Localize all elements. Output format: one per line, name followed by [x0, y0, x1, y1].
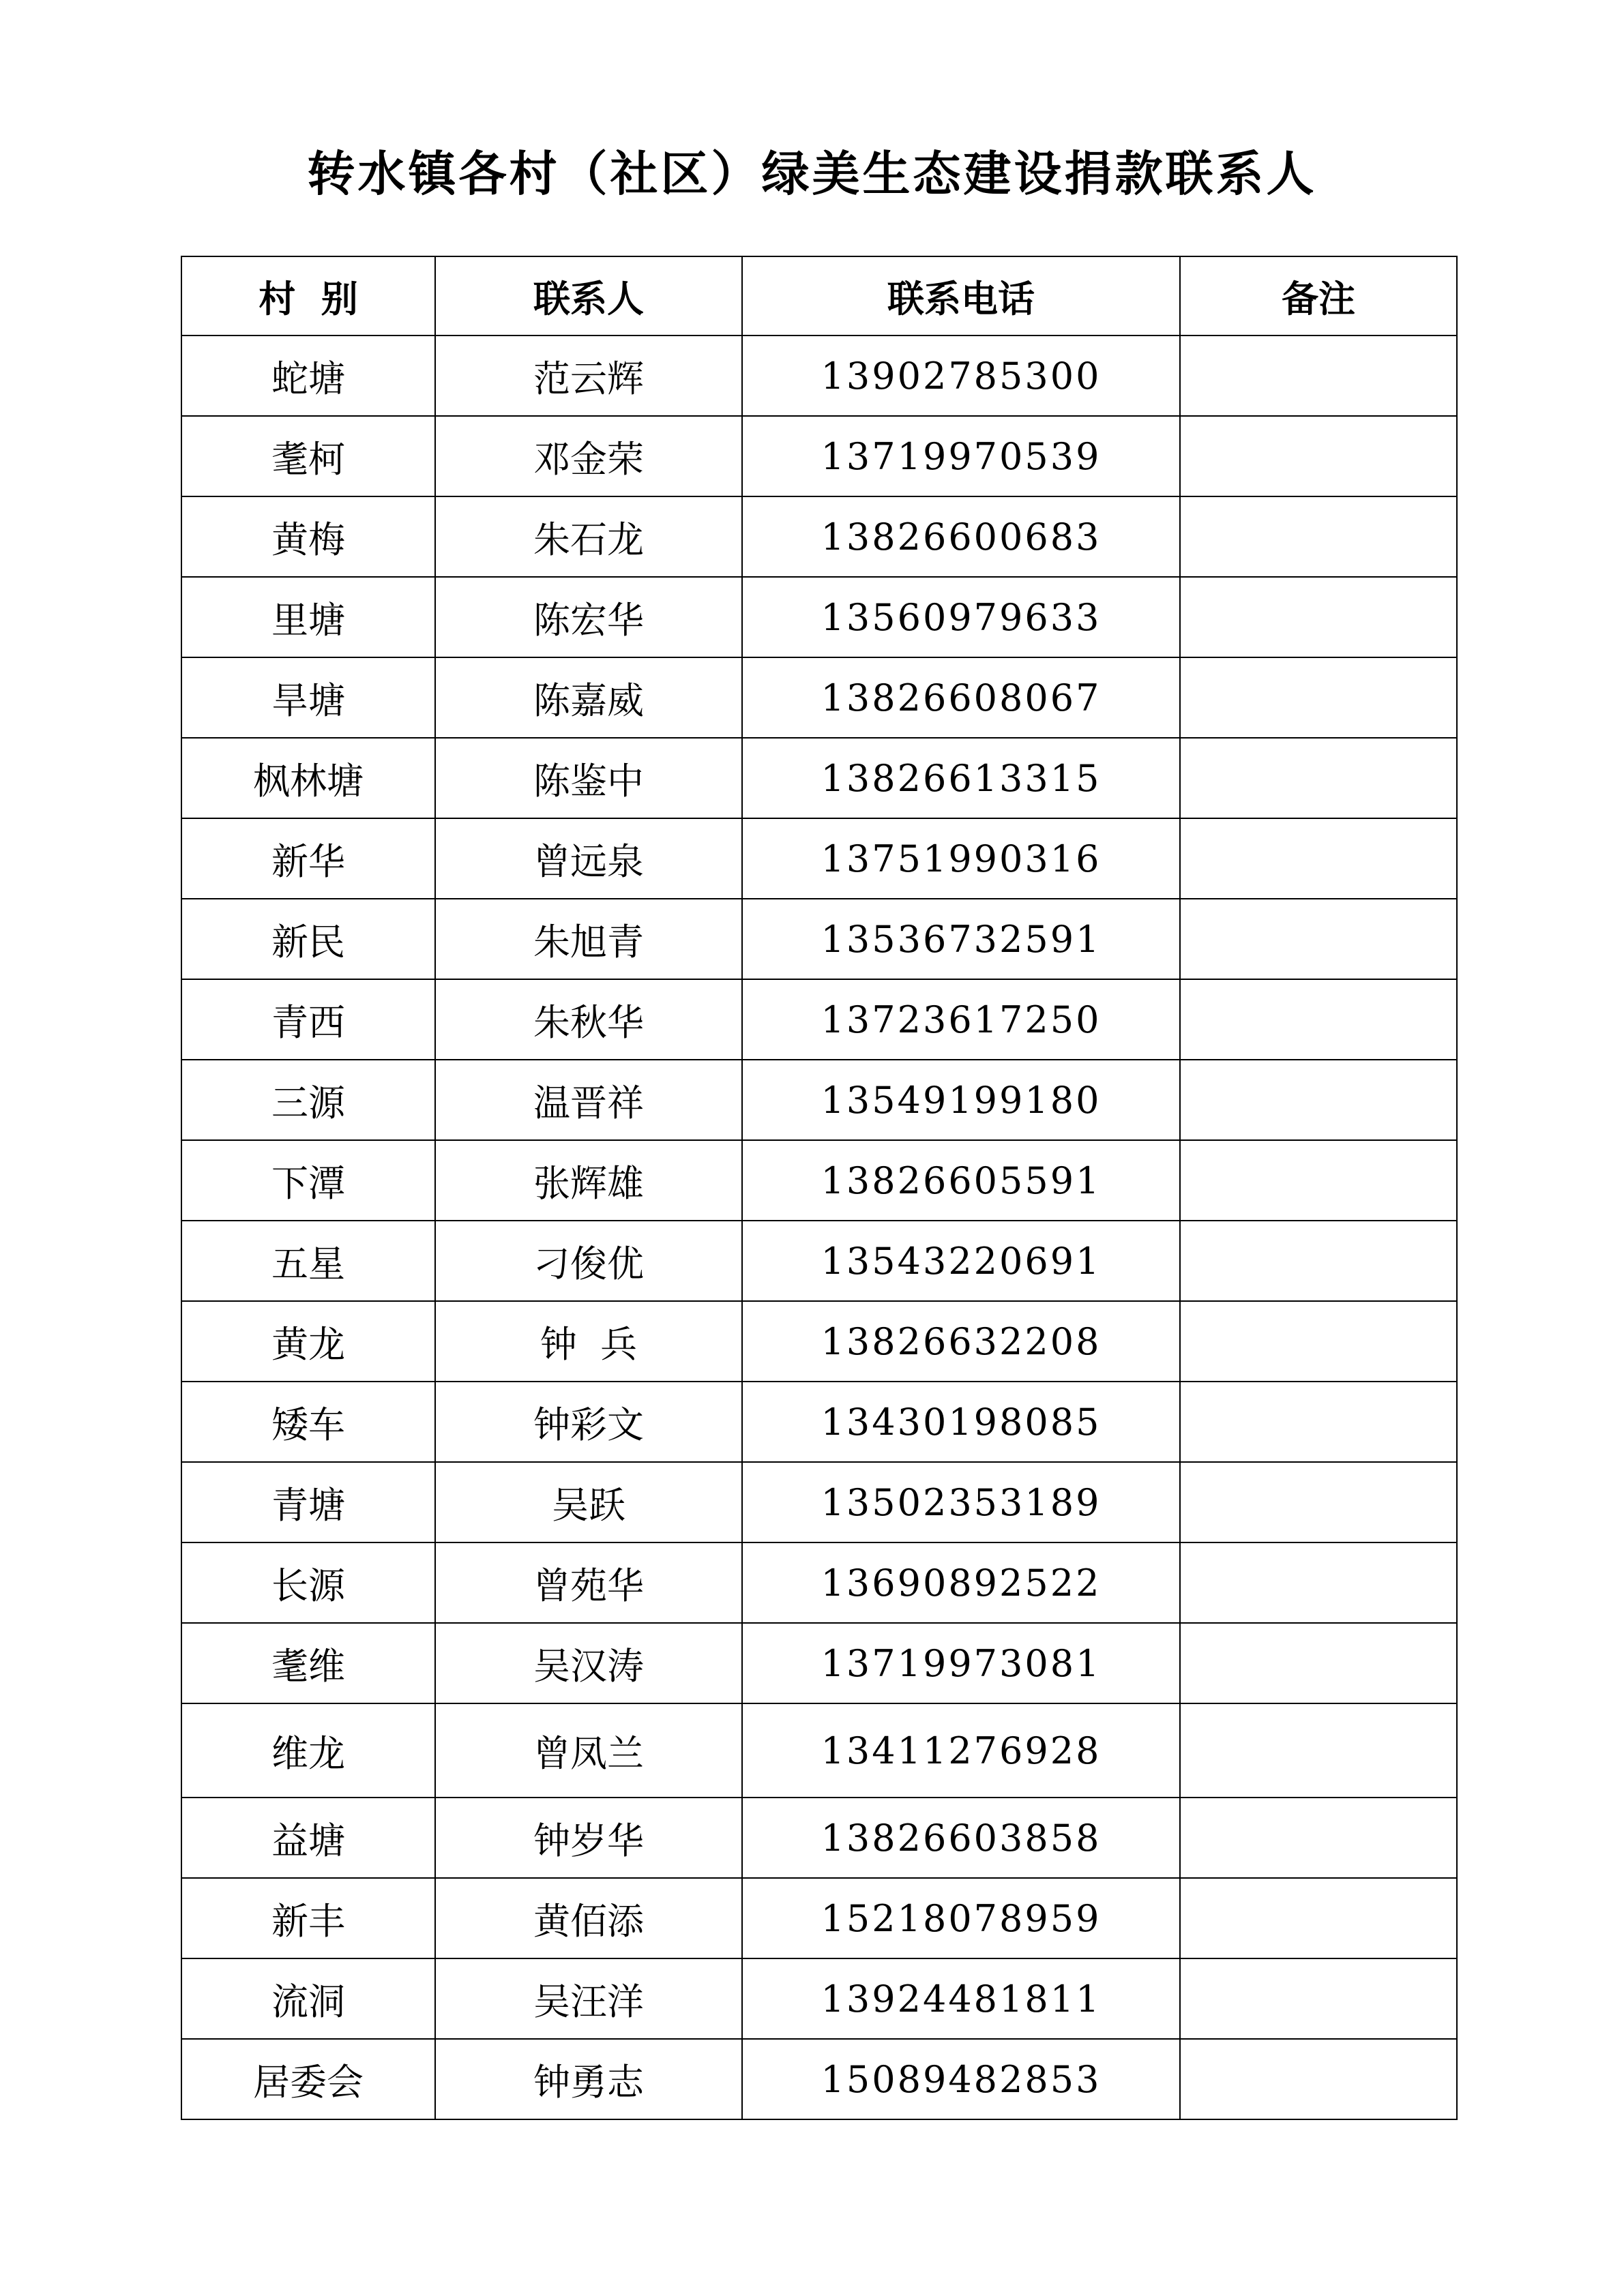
- remark-cell: [1180, 899, 1457, 979]
- contact-cell: 曾远泉: [435, 818, 742, 899]
- table-row: [181, 1623, 1457, 1703]
- village-cell: 枫林塘: [181, 738, 435, 818]
- contact-cell: 钟彩文: [435, 1382, 742, 1462]
- village-cell: 新丰: [181, 1878, 435, 1958]
- table-row: [181, 738, 1457, 818]
- remark-cell: [1180, 416, 1457, 496]
- remark-cell: [1180, 1798, 1457, 1878]
- table-row: [181, 1301, 1457, 1382]
- phone-cell: 13826613315: [742, 738, 1180, 818]
- contact-cell: 曾苑华: [435, 1542, 742, 1623]
- phone-cell: 13719970539: [742, 416, 1180, 496]
- contact-cell: 邓金荣: [435, 416, 742, 496]
- header-phone: 联系电话: [742, 256, 1180, 336]
- phone-cell: 15218078959: [742, 1878, 1180, 1958]
- phone-cell: 13826605591: [742, 1140, 1180, 1221]
- contact-cell: 黄佰添: [435, 1878, 742, 1958]
- contact-cell: 曾凤兰: [435, 1703, 742, 1798]
- table-row: [181, 1382, 1457, 1462]
- village-cell: 青西: [181, 979, 435, 1060]
- table-row: [181, 1221, 1457, 1301]
- contact-cell: 刁俊优: [435, 1221, 742, 1301]
- remark-cell: [1180, 577, 1457, 657]
- phone-cell: 13549199180: [742, 1060, 1180, 1140]
- village-cell: 矮车: [181, 1382, 435, 1462]
- contact-cell: 吴汪洋: [435, 1958, 742, 2039]
- contact-cell: 钟岁华: [435, 1798, 742, 1878]
- remark-cell: [1180, 818, 1457, 899]
- remark-cell: [1180, 657, 1457, 738]
- contact-cell: 温晋祥: [435, 1060, 742, 1140]
- table-row: [181, 818, 1457, 899]
- village-cell: 旱塘: [181, 657, 435, 738]
- table-body: [181, 336, 1457, 2119]
- remark-cell: [1180, 336, 1457, 416]
- village-cell: 黄龙: [181, 1301, 435, 1382]
- village-cell: 黄梅: [181, 496, 435, 577]
- phone-cell: 15089482853: [742, 2039, 1180, 2119]
- phone-cell: 13902785300: [742, 336, 1180, 416]
- contact-cell: 朱石龙: [435, 496, 742, 577]
- phone-cell: 13719973081: [742, 1623, 1180, 1703]
- remark-cell: [1180, 1060, 1457, 1140]
- table-row: [181, 1958, 1457, 2039]
- village-cell: 里塘: [181, 577, 435, 657]
- village-cell: 耄柯: [181, 416, 435, 496]
- contact-cell: 陈嘉威: [435, 657, 742, 738]
- village-cell: 三源: [181, 1060, 435, 1140]
- table-row: [181, 496, 1457, 577]
- village-cell: 青塘: [181, 1462, 435, 1542]
- village-cell: 维龙: [181, 1703, 435, 1798]
- village-cell: 五星: [181, 1221, 435, 1301]
- village-cell: 耄维: [181, 1623, 435, 1703]
- table-row: [181, 899, 1457, 979]
- phone-cell: 13536732591: [742, 899, 1180, 979]
- table-row: [181, 1703, 1457, 1798]
- contact-cell: 范云辉: [435, 336, 742, 416]
- table-row: [181, 1060, 1457, 1140]
- header-remark: 备注: [1180, 256, 1457, 336]
- village-cell: 蛇塘: [181, 336, 435, 416]
- remark-cell: [1180, 979, 1457, 1060]
- table-row: [181, 1542, 1457, 1623]
- table-header-row: [181, 256, 1457, 336]
- phone-cell: 13543220691: [742, 1221, 1180, 1301]
- remark-cell: [1180, 1542, 1457, 1623]
- table-row: [181, 577, 1457, 657]
- header-contact: 联系人: [435, 256, 742, 336]
- contact-cell: 张辉雄: [435, 1140, 742, 1221]
- village-cell: 居委会: [181, 2039, 435, 2119]
- remark-cell: [1180, 1382, 1457, 1462]
- contact-cell: 钟勇志: [435, 2039, 742, 2119]
- contact-cell: 吴跃: [435, 1462, 742, 1542]
- table-row: [181, 2039, 1457, 2119]
- remark-cell: [1180, 496, 1457, 577]
- remark-cell: [1180, 2039, 1457, 2119]
- village-cell: 新民: [181, 899, 435, 979]
- village-cell: 流洞: [181, 1958, 435, 2039]
- village-cell: 下潭: [181, 1140, 435, 1221]
- contact-cell: 朱旭青: [435, 899, 742, 979]
- remark-cell: [1180, 1462, 1457, 1542]
- phone-cell: 13826600683: [742, 496, 1180, 577]
- remark-cell: [1180, 1958, 1457, 2039]
- contact-cell: 吴汉涛: [435, 1623, 742, 1703]
- phone-cell: 13924481811: [742, 1958, 1180, 2039]
- phone-cell: 13560979633: [742, 577, 1180, 657]
- phone-cell: 13411276928: [742, 1703, 1180, 1798]
- village-cell: 长源: [181, 1542, 435, 1623]
- contacts-table: [181, 256, 1458, 2120]
- document-title: 转水镇各村（社区）绿美生态建设捐款联系人: [307, 146, 1317, 202]
- phone-cell: 13751990316: [742, 818, 1180, 899]
- remark-cell: [1180, 1623, 1457, 1703]
- contact-cell: 钟 兵: [435, 1301, 742, 1382]
- table-row: [181, 657, 1457, 738]
- contact-cell: 陈鉴中: [435, 738, 742, 818]
- contact-cell: 陈宏华: [435, 577, 742, 657]
- phone-cell: 13723617250: [742, 979, 1180, 1060]
- phone-cell: 13826632208: [742, 1301, 1180, 1382]
- phone-cell: 13826603858: [742, 1798, 1180, 1878]
- village-cell: 新华: [181, 818, 435, 899]
- phone-cell: 13690892522: [742, 1542, 1180, 1623]
- table-row: [181, 336, 1457, 416]
- remark-cell: [1180, 1703, 1457, 1798]
- table-row: [181, 979, 1457, 1060]
- table-row: [181, 1462, 1457, 1542]
- remark-cell: [1180, 1140, 1457, 1221]
- contact-cell: 朱秋华: [435, 979, 742, 1060]
- remark-cell: [1180, 1878, 1457, 1958]
- remark-cell: [1180, 1301, 1457, 1382]
- header-village: 村 别: [181, 256, 435, 336]
- table-row: [181, 1798, 1457, 1878]
- phone-cell: 13826608067: [742, 657, 1180, 738]
- village-cell: 益塘: [181, 1798, 435, 1878]
- phone-cell: 13430198085: [742, 1382, 1180, 1462]
- remark-cell: [1180, 1221, 1457, 1301]
- table-row: [181, 1140, 1457, 1221]
- table-row: [181, 416, 1457, 496]
- phone-cell: 13502353189: [742, 1462, 1180, 1542]
- table-row: [181, 1878, 1457, 1958]
- remark-cell: [1180, 738, 1457, 818]
